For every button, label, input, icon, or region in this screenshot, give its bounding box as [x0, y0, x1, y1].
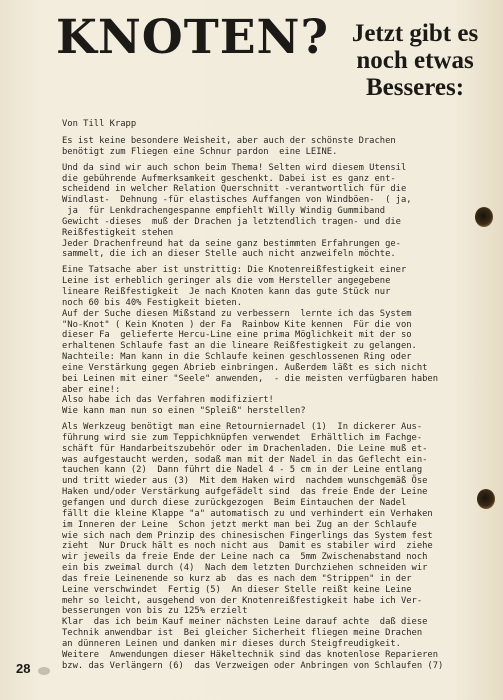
text-line: das freie Leinenende so kurz ab das es nach dem "Strippen" in der — [62, 573, 412, 584]
text-line: Klar das ich beim Kauf meiner nächsten Leine darauf achte daß diese — [62, 617, 428, 628]
text-line: bei Leinen mit einer "Seele" anwenden, - die meisten verfügbaren haben — [62, 373, 439, 384]
text-line: Haken und/oder Verstärkung aufgefädelt sind das freie Ende der Leine — [62, 487, 428, 498]
text-line: wir jeweils da freie Ende der Leine nach ca 5mm Zwischenabstand noch — [62, 552, 428, 563]
article-paragraph — [62, 265, 482, 417]
text-line: gefangen und durch diese zurückgezogen Beim Eintauchen der Nadel — [62, 498, 407, 508]
text-line: schäft für Handarbeitszubehör oder im Drachenladen. Die Leine muß et- — [62, 443, 428, 454]
text-line: zieht Nur Druck hält es noch nicht aus Damit es stabiler wird ziehe — [62, 541, 433, 552]
subtitle-line: noch etwas — [356, 47, 474, 74]
text-line: benötigt zum Fliegen eine Schnur pardon eine LEINE. — [62, 146, 338, 157]
article-title: KNOTEN? — [56, 10, 330, 65]
text-line: eine Verstärkung gegen Abrieb einbringen. Außerdem läßt es sich nicht — [62, 362, 428, 373]
page-number: 28 — [16, 661, 31, 676]
subtitle-line: Besseres: — [365, 74, 465, 101]
text-line: Windlast- Dehnung -für elastisches Auffangen von Windböen- ( ja, — [62, 195, 412, 206]
text-line: Als Werkzeug benötigt man eine Retourniernadel (1) In dickerer Aus- — [62, 422, 423, 433]
text-line: noch 60 bis 40% Festigkeit bieten. — [62, 297, 243, 308]
text-line: wie sich nach dem Prinzip des chinesischen Fingerlings das System fest — [62, 530, 433, 541]
text-line: besserungen von bis zu 125% erzielt — [62, 606, 248, 617]
text-line: Und da sind wir auch schon beim Thema! Selten wird diesem Utensil — [62, 162, 407, 173]
punch-hole — [477, 489, 495, 509]
text-line: im Inneren der Leine Schon jetzt merkt man bei Zug an der Schlaufe — [62, 519, 417, 530]
text-line: an dünneren Leinen und danken mir dieses durch Steigfreudigkeit. — [62, 638, 401, 649]
text-line: Nachteile: Man kann in die Schlaufe keinen geschlossenen Ring oder — [62, 352, 412, 363]
text-line: die gebührende Aufmerksamkeit geschenkt. Dabei ist es ganz ent- — [62, 173, 396, 184]
text-line: Es ist keine besondere Weisheit, aber auch der schönste Drachen — [62, 136, 396, 146]
text-line: Leine verschwindet Fertig (5) An dieser Stelle reißt keine Leine — [62, 584, 412, 595]
article-subtitle — [340, 20, 490, 101]
text-line: was aufgestaucht werden, sodaß man mit der Nadel in das Geflecht ein- — [62, 454, 428, 465]
text-line: Eine Tatsache aber ist unstrittig: Die Knotenreißfestigkeit einer — [62, 265, 407, 276]
text-line: Weitere Anwendungen dieser Häkeltechnik sind das knotenlose Reparieren — [62, 649, 439, 660]
text-line: tauchen kann (2) Dann führt die Nadel 4 - 5 cm in der Leine entlang — [62, 465, 423, 476]
article-paragraph — [62, 422, 482, 671]
text-line: ein bis zweimal durch (4) Nach dem letzten Durchziehen schneiden wir — [62, 563, 428, 574]
text-line: lineare Reißfestigkeit Je nach Knoten kann das gute Stück nur — [62, 286, 391, 297]
text-line: scheidend in welcher Relation Querschnitt -verantwortlich für die — [62, 184, 407, 195]
text-line: Technik anwendbar ist Bei gleicher Sicherheit fliegen meine Drachen — [62, 628, 423, 639]
text-line: fällt die kleine Klappe "a" automatisch zu und verhindert ein Verhaken — [62, 508, 433, 519]
subtitle-line: Jetzt gibt es — [351, 20, 479, 47]
text-line: "No-Knot" ( Kein Knoten ) der Fa Rainbow Kite kennen Für die von — [62, 319, 412, 330]
author-byline: Von Till Krapp — [62, 119, 137, 129]
text-line: dieser Fa gelieferte Hercu-Line eine prima Möglichkeit mit der so — [62, 330, 412, 341]
text-line: führung wird sie zum Teppichknüpfen verwendet Erhältlich im Fachge- — [62, 432, 423, 443]
text-line: bzw. das Verlängern (6) das Verzweigen oder Anbringen von Schlaufen (7) — [62, 660, 444, 671]
ink-smudge — [38, 667, 50, 675]
text-line: und tritt wieder aus (3) Mit dem Haken wird nachdem wunschgemäß Öse — [62, 476, 428, 487]
text-line: Jeder Drachenfreund hat da seine ganz bestimmten Erfahrungen ge- — [62, 238, 401, 249]
article-paragraph — [62, 163, 482, 261]
article-paragraph — [62, 136, 482, 158]
text-line: ja für Lenkdrachengespanne empfiehlt Willy Windig Gummiband — [62, 206, 386, 217]
text-line: Leine ist erheblich geringer als die vom Hersteller angegebene — [62, 276, 391, 287]
text-line: erhaltenen Schlaufe fast an die lineare Reißfestigkeit zu gelangen. — [62, 341, 417, 352]
text-line: Reißfestigkeit stehen — [62, 227, 174, 238]
article-body — [62, 136, 482, 677]
text-line: Also habe ich das Verfahren modifiziert! — [62, 395, 274, 406]
text-line: Auf der Suche diesen Mißstand zu verbessern lernte ich das System — [62, 308, 412, 319]
text-line: Wie kann man nun so einen "Spleiß" herstellen? — [62, 406, 306, 417]
text-line: aber eine!: — [62, 384, 121, 395]
text-line: mehr so leicht, ausgehend von der Knotenreißfestigkeit habe ich Ver- — [62, 595, 423, 606]
text-line: Gewicht -dieses muß der Drachen ja letztendlich tragen- und die — [62, 216, 401, 227]
punch-hole — [475, 207, 493, 227]
text-line: sammelt, die ich an dieser Stelle auch nicht anzweifeln möchte. — [62, 249, 396, 260]
